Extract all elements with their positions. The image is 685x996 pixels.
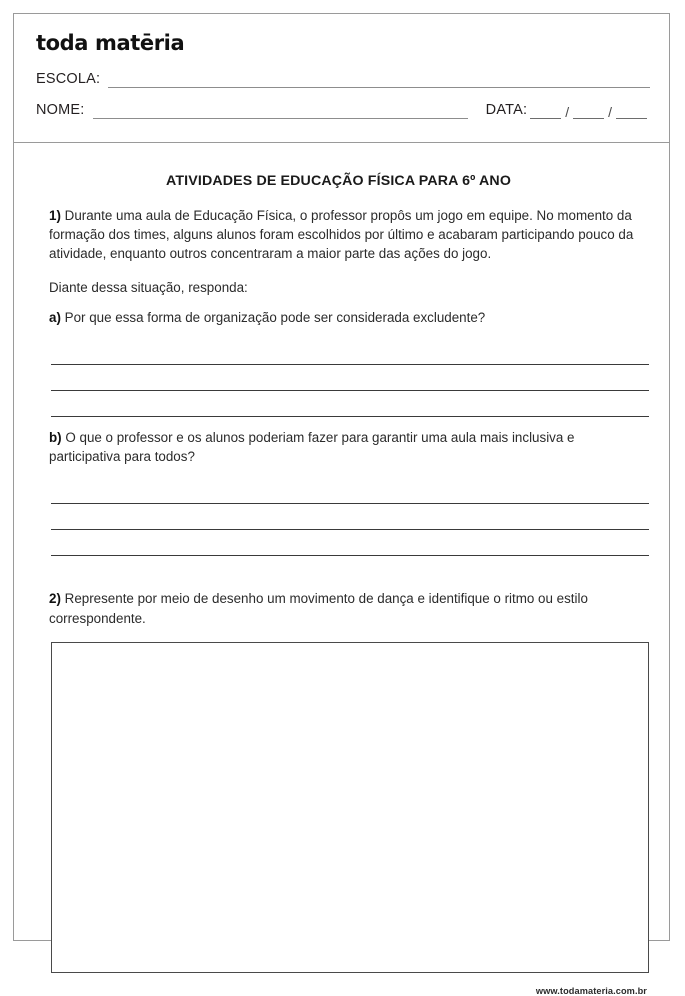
question-1a-body: Por que essa forma de organização pode ser considerada excludente?	[60, 309, 486, 325]
question-2-text	[49, 589, 649, 627]
question-1-number: 1)	[49, 208, 61, 223]
question-2-number: 2)	[49, 591, 61, 607]
worksheet-page	[13, 13, 670, 996]
worksheet-content	[14, 173, 669, 996]
answer-line[interactable]	[51, 339, 649, 365]
footer-url: www.todamateria.com.br	[535, 985, 647, 996]
nome-field-row	[36, 103, 650, 119]
date-year-input[interactable]	[616, 109, 647, 119]
escola-input[interactable]	[108, 77, 650, 88]
worksheet-header	[14, 14, 669, 143]
brand-logo: toda matēria	[36, 31, 185, 55]
nome-label: NOME:	[36, 102, 85, 118]
escola-label: ESCOLA:	[36, 71, 101, 87]
page-title: ATIVIDADES DE EDUCAÇÃO FÍSICA PARA 6º ANO	[165, 173, 512, 189]
question-2-body: Represente por meio de desenho um movimento de dança e identifique o ritmo ou estilo correspondente.	[49, 591, 588, 626]
question-1a-answer-lines	[51, 339, 649, 417]
date-day-input[interactable]	[530, 109, 561, 119]
escola-field-row	[36, 72, 650, 88]
data-label: DATA:	[485, 102, 528, 118]
answer-line[interactable]	[51, 391, 649, 417]
data-field-group	[486, 103, 650, 119]
date-separator-1: /	[565, 103, 570, 120]
question-1-block	[49, 206, 649, 327]
question-1-text	[49, 206, 649, 264]
nome-input[interactable]	[93, 108, 468, 119]
question-1-body: Durante uma aula de Educação Física, o professor propôs um jogo em equipe. No momento da formação dos times, alguns alunos foram escolhidos por último e acabaram participando pouco da atividade, enquanto outros concentraram a maior parte das ações do jogo.	[49, 208, 634, 262]
question-1b-block	[49, 428, 649, 466]
date-separator-2: /	[608, 103, 612, 120]
answer-line[interactable]	[51, 478, 649, 504]
answer-line[interactable]	[51, 530, 649, 556]
question-1b-text	[49, 428, 649, 466]
answer-line[interactable]	[51, 504, 649, 530]
date-month-input[interactable]	[573, 109, 604, 119]
question-1a-label: a)	[49, 309, 61, 325]
drawing-answer-box[interactable]	[51, 642, 649, 973]
question-1-prompt: Diante dessa situação, responda:	[49, 279, 248, 295]
question-2-block	[49, 589, 649, 627]
question-1b-body: O que o professor e os alunos poderiam fazer para garantir uma aula mais inclusiva e participativa para todos?	[49, 430, 575, 465]
question-1a-text	[49, 308, 649, 327]
question-1b-answer-lines	[51, 478, 649, 556]
answer-line[interactable]	[51, 365, 649, 391]
question-1b-label: b)	[49, 430, 62, 446]
